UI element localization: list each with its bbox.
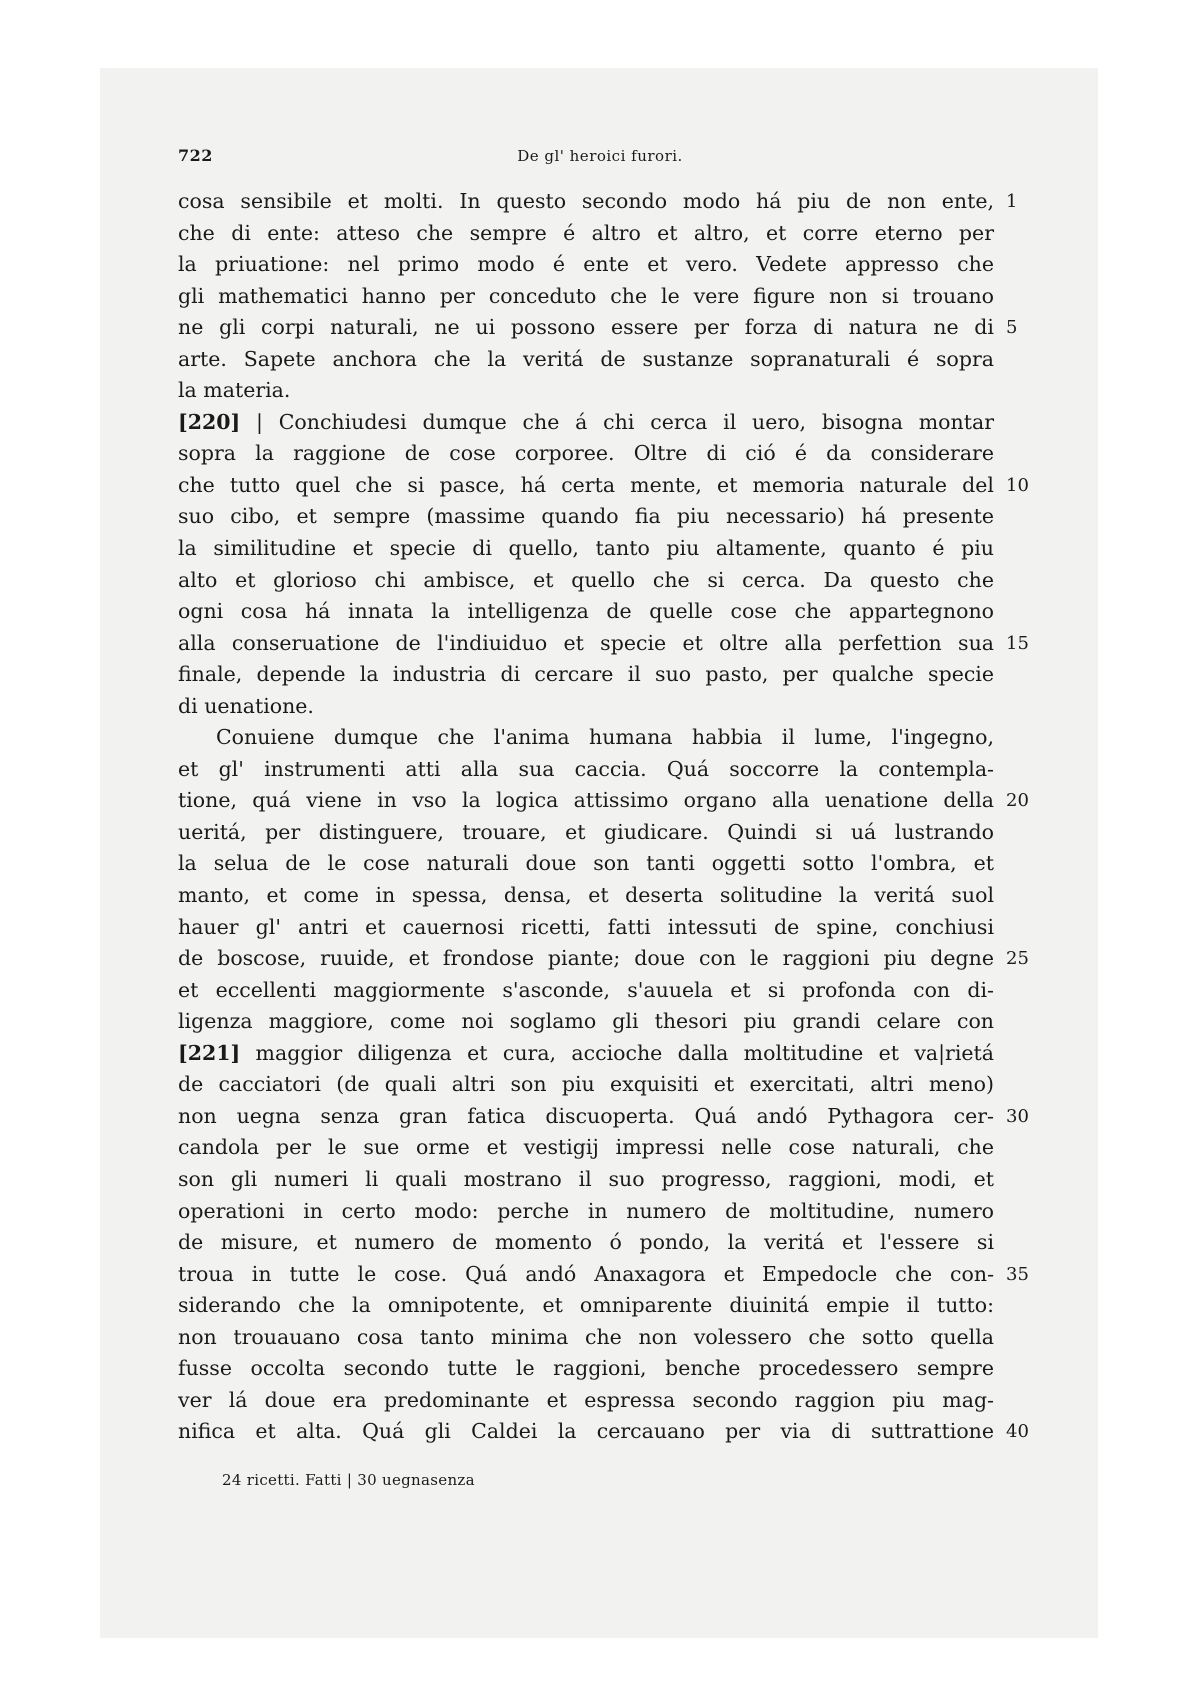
line-text: non trouauano cosa tanto minima che non volessero che sotto quella [178,1324,994,1349]
text-line [178,533,994,565]
text-line [178,1385,994,1417]
text-line [178,722,994,754]
text-line [178,1290,994,1322]
text-line [178,1416,1029,1448]
text-line [178,565,994,597]
body-text [178,186,1029,1448]
line-number: 30 [1006,1105,1029,1127]
text-line [178,1101,1029,1133]
line-text: manto, et come in spessa, densa, et deserta solitudine la veritá suol [178,883,994,908]
text-line [178,1006,994,1038]
line-text: maggior diligenza et cura, accioche dalla moltitudine et va|rietá [240,1040,994,1065]
line-text: che di ente: atteso che sempre é altro et altro, et corre eterno per [178,220,994,245]
line-text: che tutto quel che si pasce, há certa mente, et memoria naturale del [178,472,994,497]
line-text: alla conseruatione de l'indiuiduo et specie et oltre alla perfettion sua [178,630,994,655]
line-text: suo cibo, et sempre (massime quando fia piu necessario) há presente [178,504,994,529]
line-text: ver lá doue era predominante et espressa secondo raggion piu mag- [178,1387,994,1412]
line-number: 25 [1006,948,1029,970]
line-text: | Conchiudesi dumque che á chi cerca il uero, bisogna montar [240,409,994,434]
text-line [178,1038,994,1070]
edition-page-ref: [221] [178,1040,241,1065]
line-text: Conuiene dumque che l'anima humana habbia il lume, l'ingegno, [216,725,994,750]
text-line [178,659,994,691]
line-text: sopra la raggione de cose corporee. Oltre di ció é da considerare [178,441,994,466]
line-text: candola per le sue orme et vestigij impressi nelle cose naturali, che [178,1135,994,1160]
line-text: siderando che la omnipotente, et omniparente diuinitá empie il tutto: [178,1293,994,1318]
line-number: 35 [1006,1263,1029,1285]
line-text: la similitudine et specie di quello, tanto piu altamente, quanto é piu [178,536,994,561]
line-text: hauer gl' antri et cauernosi ricetti, fatti intessuti de spine, conchiusi [178,914,994,939]
line-text: fusse occolta secondo tutte le raggioni, benche procedessero sempre [178,1356,994,1381]
text-line [178,754,994,786]
page-number: 722 [178,146,213,165]
text-line [178,1132,994,1164]
text-line [178,407,994,439]
text-line [178,186,1018,218]
text-line [178,312,1018,344]
line-number: 1 [1006,191,1018,212]
text-line [178,848,994,880]
line-text: nifica et alta. Quá gli Caldei la cercauano per via di suttrattione [178,1419,994,1444]
line-text: ligenza maggiore, come noi soglamo gli thesori piu grandi celare con [178,1009,994,1034]
line-text: son gli numeri li quali mostrano il suo progresso, raggioni, modi, et [178,1166,994,1191]
line-text: ogni cosa há innata la intelligenza de quelle cose che appartegnono [178,599,994,624]
text-line [178,1259,1029,1291]
line-text: la selua de le cose naturali doue son tanti oggetti sotto l'ombra, et [178,851,994,876]
line-number: 40 [1006,1421,1029,1443]
text-line [178,375,994,407]
text-line [178,1196,994,1228]
text-line [178,1069,994,1101]
text-line [178,880,994,912]
text-line [178,438,994,470]
line-text: la priuatione: nel primo modo é ente et vero. Vedete appresso che [178,252,994,277]
text-line [178,943,1029,975]
line-text: finale, depende la industria di cercare il suo pasto, per qualche specie [178,662,994,687]
text-line [178,1164,994,1196]
line-text: di uenatione. [178,693,314,718]
text-line [178,218,994,250]
line-text: non uegna senza gran fatica discuoperta. Quá andó Pythagora cer- [178,1103,994,1128]
text-line [178,501,994,533]
line-text: operationi in certo modo: perche in numero de moltitudine, numero [178,1198,994,1223]
text-line [178,785,1029,817]
line-number: 20 [1006,790,1029,812]
footnote: 24 ricetti. Fatti | 30 uegnasenza [222,1471,475,1489]
line-text: gli mathematici hanno per conceduto che le vere figure non si trouano [178,283,994,308]
line-text: troua in tutte le cose. Quá andó Anaxagora et Empedocle che con- [178,1261,994,1286]
line-number: 5 [1006,317,1018,339]
line-number: 15 [1006,632,1029,654]
line-text: la materia. [178,378,291,403]
text-line [178,344,994,376]
line-text: cosa sensibile et molti. In questo secondo modo há piu de non ente, [178,189,994,213]
line-text: arte. Sapete anchora che la veritá de sustanze sopranaturali é sopra [178,346,994,371]
running-title: De gl' heroici furori. [517,147,683,165]
line-text: ne gli corpi naturali, ne ui possono essere per forza di natura ne di [178,315,994,340]
page-header [178,146,1022,170]
line-text: de misure, et numero de momento ó pondo, la veritá et l'essere si [178,1230,994,1255]
text-line [178,249,994,281]
text-line [178,1227,994,1259]
text-line [178,596,994,628]
line-text: ueritá, per distinguere, trouare, et giudicare. Quindi si uá lustrando [178,819,994,844]
line-text: et gl' instrumenti atti alla sua caccia. Quá soccorre la contempla- [178,756,994,781]
text-line [178,281,994,313]
line-number: 10 [1006,474,1029,496]
line-text: et eccellenti maggiormente s'asconde, s'auuela et si profonda con di- [178,977,994,1002]
line-text: de cacciatori (de quali altri son piu exquisiti et exercitati, altri meno) [178,1072,994,1097]
text-line [178,470,1029,502]
line-text: tione, quá viene in vso la logica attissimo organo alla uenatione della [178,788,994,813]
line-text: de boscose, ruuide, et frondose piante; doue con le raggioni piu degne [178,946,994,971]
text-line [178,691,994,723]
text-line [178,975,994,1007]
text-line [178,1353,994,1385]
line-text: alto et glorioso chi ambisce, et quello che si cerca. Da questo che [178,567,994,592]
text-line [178,1322,994,1354]
edition-page-ref: [220] [178,409,241,434]
text-line [178,628,1029,660]
text-line [178,912,994,944]
text-line [178,817,994,849]
